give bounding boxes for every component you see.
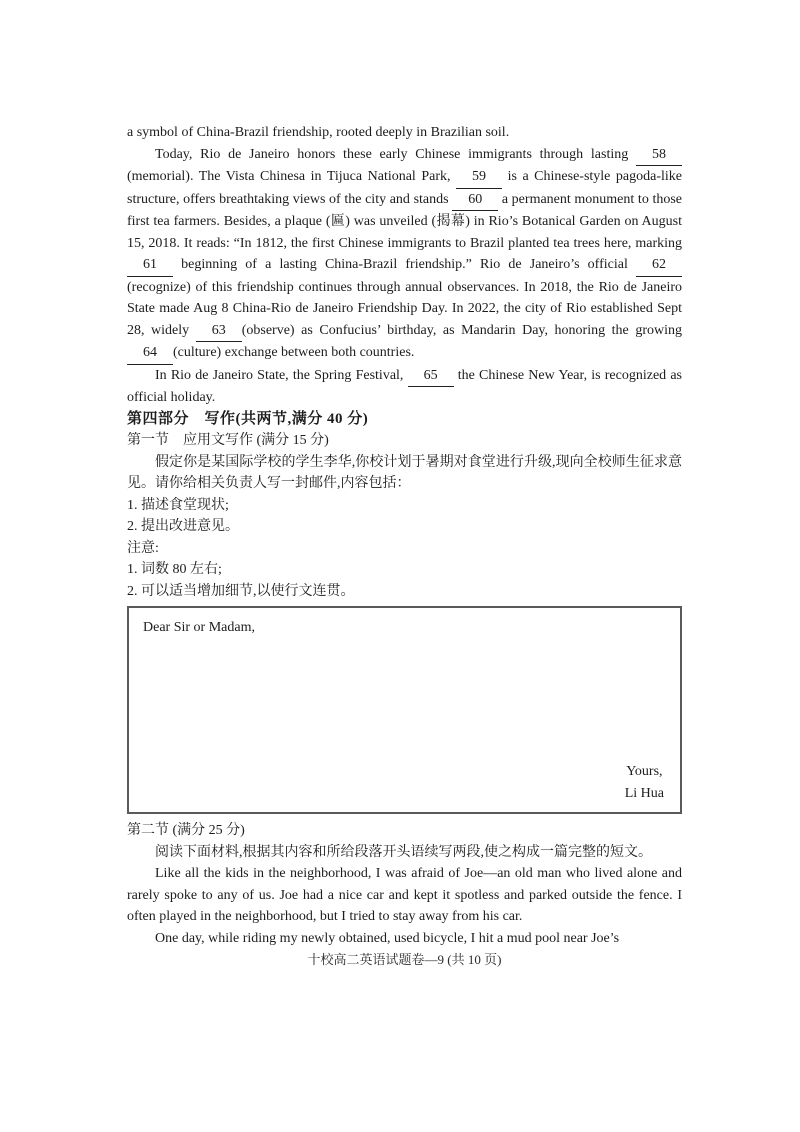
part4-heading: 第四部分 写作(共两节,满分 40 分): [127, 410, 369, 427]
section2-instruction: 阅读下面材料,根据其内容和所给段落开头语续写两段,使之构成一篇完整的短文。: [155, 844, 652, 860]
notice-note-2: 2. 可以适当增加细节,以使行文连贯。: [127, 583, 355, 599]
cloze-paragraph-main: Today, Rio de Janeiro honors these early Chinese immigrants through lasting 58 (memorial). The Vista Chinesa in Tijuca National Park, 59 is a Chinese-style pagoda-like structure, offers breathtaking views of the city and stands 60 a permanent monument to those first tea farmers. Besides, a plaque (匾) was unveiled (揭幕) in Rio’s Botanical Garden on August 15, 2018. It reads: “In 1812, the first Chinese immigrants to Brazil planted tea trees here, marking 61 beginning of a lasting China-Brazil friendship.” Rio de Janeiro’s official 62(recognize) of this friendship continues through annual observances. In 2018, the Rio de Janeiro State made Aug 8 China-Rio de Janeiro Friendship Day. In 2022, the city of Rio established Sept 28, widely 63 (observe) as Confucius’ birthday, as Mandarin Day, honoring the growing 64 (culture) exchange between both countries.: [127, 144, 682, 365]
answer-box: [127, 606, 682, 814]
passage-paragraph-2: One day, while riding my newly obtained, used bicycle, I hit a mud pool near Joe’s: [155, 930, 620, 946]
prompt-point-1: 1. 描述食堂现状;: [127, 497, 229, 513]
letter-closing-block: [625, 761, 664, 804]
section1-prompt: 假定你是某国际学校的学生李华,你校计划于暑期对食堂进行升级,现向全校师生征求意见。请你给相关负责人写一封邮件,内容包括：: [127, 454, 682, 491]
cloze-blank-62: 62: [636, 254, 682, 277]
notice-label: 注意:: [127, 540, 159, 556]
section1-heading: 第一节 应用文写作 (满分 15 分): [127, 433, 329, 448]
cloze-blank-65: 65: [408, 365, 454, 388]
cloze-blank-59: 59: [456, 166, 502, 189]
cloze-blank-58: 58: [636, 144, 682, 167]
cloze-paragraph-final: In Rio de Janeiro State, the Spring Festival, 65 the Chinese New Year, is recognized as official holiday.: [127, 365, 682, 409]
section2-heading: 第二节 (满分 25 分): [127, 823, 245, 838]
cloze-blank-60: 60: [452, 189, 498, 212]
cloze-blank-64: 64: [127, 342, 173, 365]
cloze-blank-61: 61: [127, 254, 173, 277]
cloze-blank-63: 63: [196, 320, 242, 343]
notice-note-1: 1. 词数 80 左右;: [127, 562, 222, 577]
letter-salutation: Dear Sir or Madam,: [143, 620, 255, 635]
page-footer: 十校高二英语试题卷—9 (共 10 页): [307, 952, 502, 967]
passage-paragraph-1: Like all the kids in the neighborhood, I was afraid of Joe—an old man who lived alone and rarely spoke to any of us. Joe had a nice car and kept it spotless and parked outside the fence. I often played in the neighborhood, but I tried to stay away from his car.: [127, 866, 682, 924]
letter-signature: Li Hua: [624, 785, 664, 801]
prompt-point-2: 2. 提出改进意见。: [127, 519, 239, 534]
letter-closing: Yours,: [626, 764, 663, 779]
cloze-paragraph-continuation: a symbol of China-Brazil friendship, rooted deeply in Brazilian soil.: [127, 125, 510, 140]
